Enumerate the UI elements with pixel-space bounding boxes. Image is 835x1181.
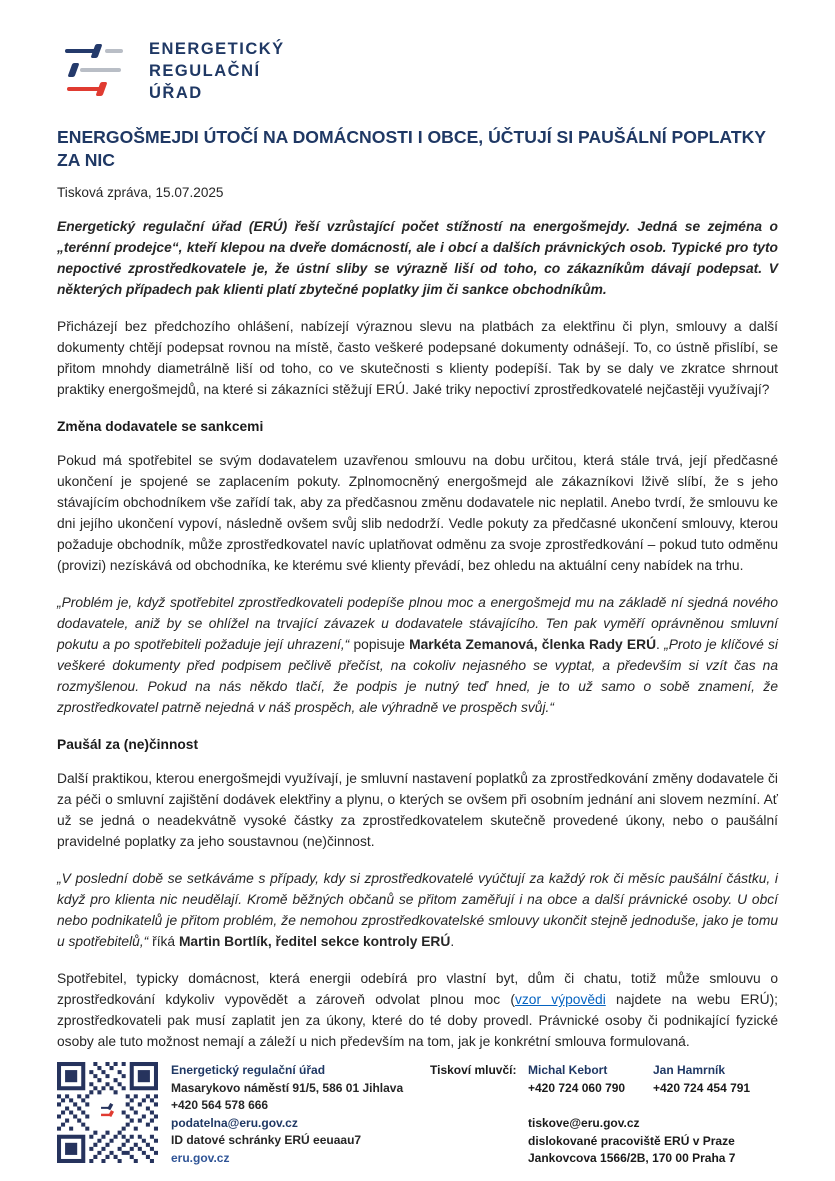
quote-bortlik-part1: „V poslední době se setkáváme s případy, kdy si zprostředkovatelé vyúčtují za každý rok či měsíc paušální částku, i když pro klienta nic neudělají. Kromě běžných občanů se přitom zaměřují i na obce a další právnické osoby. U obcí nebo podnikatelů je přitom problém, že nemohou zprostředkovatelské smlouvy ukončit stejně jednoduše, jako je tomu u spotřebitelů,“ [57,871,778,949]
quote-zemanova-sep: . [656,637,665,652]
paragraph-intro: Přicházejí bez předchozího ohlášení, nabízejí výraznou slevu na platbách za elektřinu či plyn, smlouvy a další dokumenty chtějí podepsat rovnou na místě, často veškeré podepsané dokumenty odnášejí. To, co ústně přislíbí, se přitom mnohdy diametrálně liší od toho, co ve skutečnosti s klienty podepíší. Tak by se daly ve zkratce shrnout praktiky energošmejdů, na které si zákazníci stěžují ERÚ. Jaké triky nepoctiví zprostředkovatelé nejčastěji využívají? [57,319,778,397]
quote-bortlik-mid: říká [148,934,179,949]
footer-contact-block [171,1062,422,1168]
spokesperson-2 [653,1062,778,1097]
paragraph-vypoved-before: Spotřebitel, typicky domácnost, která energii odebírá pro vlastní byt, dům či chatu, totiž může smlouvu o zprostředkování kdykoliv vypovědět a zároveň odvolat plnou moc ( [57,971,778,1007]
lead-paragraph: Energetický regulační úřad (ERÚ) řeší vzrůstající počet stížností na energošmejdy. Jedná se zejména o „terénní prodejce“, kteří klepou na dveře domácností, ale i obcí a dalších právnických osob. Typické pro tyto nepoctivé zprostředkovatele je, že ústní sliby se výrazně liší od toho, co zákazníkům dávají podepsat. V některých případech pak klienti platí zbytečné poplatky jim či sankce obchodníkům. [57,219,778,297]
page-title: ENERGOŠMEJDI ÚTOČÍ NA DOMÁCNOSTI I OBCE, ÚČTUJÍ SI PAUŠÁLNÍ POPLATKY ZA NIC [57,127,766,170]
spokesperson-2-phone: +420 724 454 791 [653,1080,751,1095]
footer-address: Masarykovo náměstí 91/5, 586 01 Jihlava [171,1080,404,1095]
qr-code [57,1062,158,1163]
quote-zemanova-author: Markéta Zemanová, členka Rady ERÚ [409,637,657,652]
eru-logo-icon [65,42,127,100]
vzor-vypovedi-link[interactable]: vzor výpovědi [514,992,606,1007]
press-release-date: Tisková zpráva, 15.07.2025 [57,185,224,200]
logo-line-1: ENERGETICKÝ [149,40,285,58]
logo-line-2: REGULAČNÍ [149,62,261,80]
press-contacts-label: Tiskoví mluvčí: [430,1063,517,1077]
quote-zemanova-part2: „Proto je klíčové si veškeré dokumenty před podpisem pečlivě přečíst, na cokoliv nejasného se vyptat, a především si vzít čas na rozmyšlenou. Pokud na nás někdo tlačí, že podpis je nutný teď hned, je to už samo o sobě znamení, že zprostředkovatel patrně nejedná v náš prospěch, ale výhradně ve prospěch svůj.“ [57,637,778,715]
quote-bortlik-author: Martin Bortlík, ředitel sekce kontroly ERÚ [178,934,451,949]
footer-office-address: Jankovcova 1566/2B, 170 00 Praha 7 [528,1151,736,1165]
footer-office: dislokované pracoviště ERÚ v Praze [528,1133,735,1148]
paragraph-sankce: Pokud má spotřebitel se svým dodavatelem uzavřenou smlouvu na dobu určitou, která stále trvá, její předčasné ukončení je spojené se zaplacením pokuty. Zplnomocněný energošmejd ale zákazníkovi lživě slíbí, že s jeho stávajícím obchodníkem vše zařídí tak, aby za předčasnou změnu dodavatele nic neplatil. Anebo tvrdí, že smlouvu ke dni jejího ukončení vypoví, následně ovšem svůj slib nedodrží. Vedle pokuty za předčasné ukončení smlouvy, kterou požaduje obchodník, může zprostředkovatel navíc uplatňovat odměnu za svoje zprostředkování – pokud tuto odměnu (provizi) nezískává od obchodníka, ke kterému své klienty převádí, bez ohledu na aktuální ceny nabídek na trhu. [57,453,778,573]
footer-phone: +420 564 578 666 [171,1098,269,1112]
quote-bortlik-end: . [450,934,455,949]
spokesperson-1-name: Michal Kebort [528,1063,608,1077]
footer [57,1062,778,1168]
eru-logo [65,38,778,104]
quote-zemanova [57,592,778,718]
paragraph-vypoved [57,968,778,1052]
quote-zemanova-mid: popisuje [349,637,410,652]
footer-website-link[interactable]: eru.gov.cz [171,1150,230,1165]
logo-line-3: ÚŘAD [149,84,203,102]
paragraph-pausal: Další praktikou, kterou energošmejdi využívají, je smluvní nastavení poplatků za zprostředkování změny dodavatele či za péči o smluvní zajištění dodávek elektřiny a plynu, o kterých se ovšem při osobním jednání ani slovem nezmíní. Ať už se jedná o neadekvátně vysoké částky za zprostředkovatelem skutečně provedené úkony, nebo o paušální pravidelné poplatky za jeho soustavnou (ne)činnost. [57,771,778,849]
section-heading-sankce: Změna dodavatele se sankcemi [57,419,264,434]
spokesperson-1 [528,1062,653,1097]
footer-email-link[interactable]: podatelna@eru.gov.cz [171,1115,298,1130]
footer-press-block [430,1062,778,1168]
eru-logo-wordmark [149,38,285,104]
footer-org-name: Energetický regulační úřad [171,1063,326,1077]
section-heading-pausal: Paušál za (ne)činnost [57,737,199,752]
footer-databox: ID datové schránky ERÚ eeuaau7 [171,1133,362,1147]
press-email-link[interactable]: tiskove@eru.gov.cz [528,1116,640,1130]
quote-bortlik [57,868,778,952]
paragraph-vypoved-after: najdete na webu ERÚ); zprostředkovateli pak musí zaplatit jen za úkony, které do té doby provedl. Právnické osoby či podnikající fyzické osoby ale tuto možnost nemají a záleží u nich především na tom, jak je konkrétní smlouva formulovaná. [57,992,778,1049]
quote-zemanova-part1: „Problém je, když spotřebitel zprostředkovateli podepíše plnou moc a energošmejd mu na základě ní sjedná nového dodavatele, aniž by se ohlížel na trvající závazek u dodavatele stávajícího. Ten pak vyměří oprávněnou smluvní pokutu a po spotřebiteli požaduje její uhrazení,“ [57,595,778,652]
spokesperson-2-name: Jan Hamrník [653,1063,726,1077]
spokesperson-1-phone: +420 724 060 790 [528,1080,626,1095]
qr-center-logo-icon [96,1101,119,1120]
